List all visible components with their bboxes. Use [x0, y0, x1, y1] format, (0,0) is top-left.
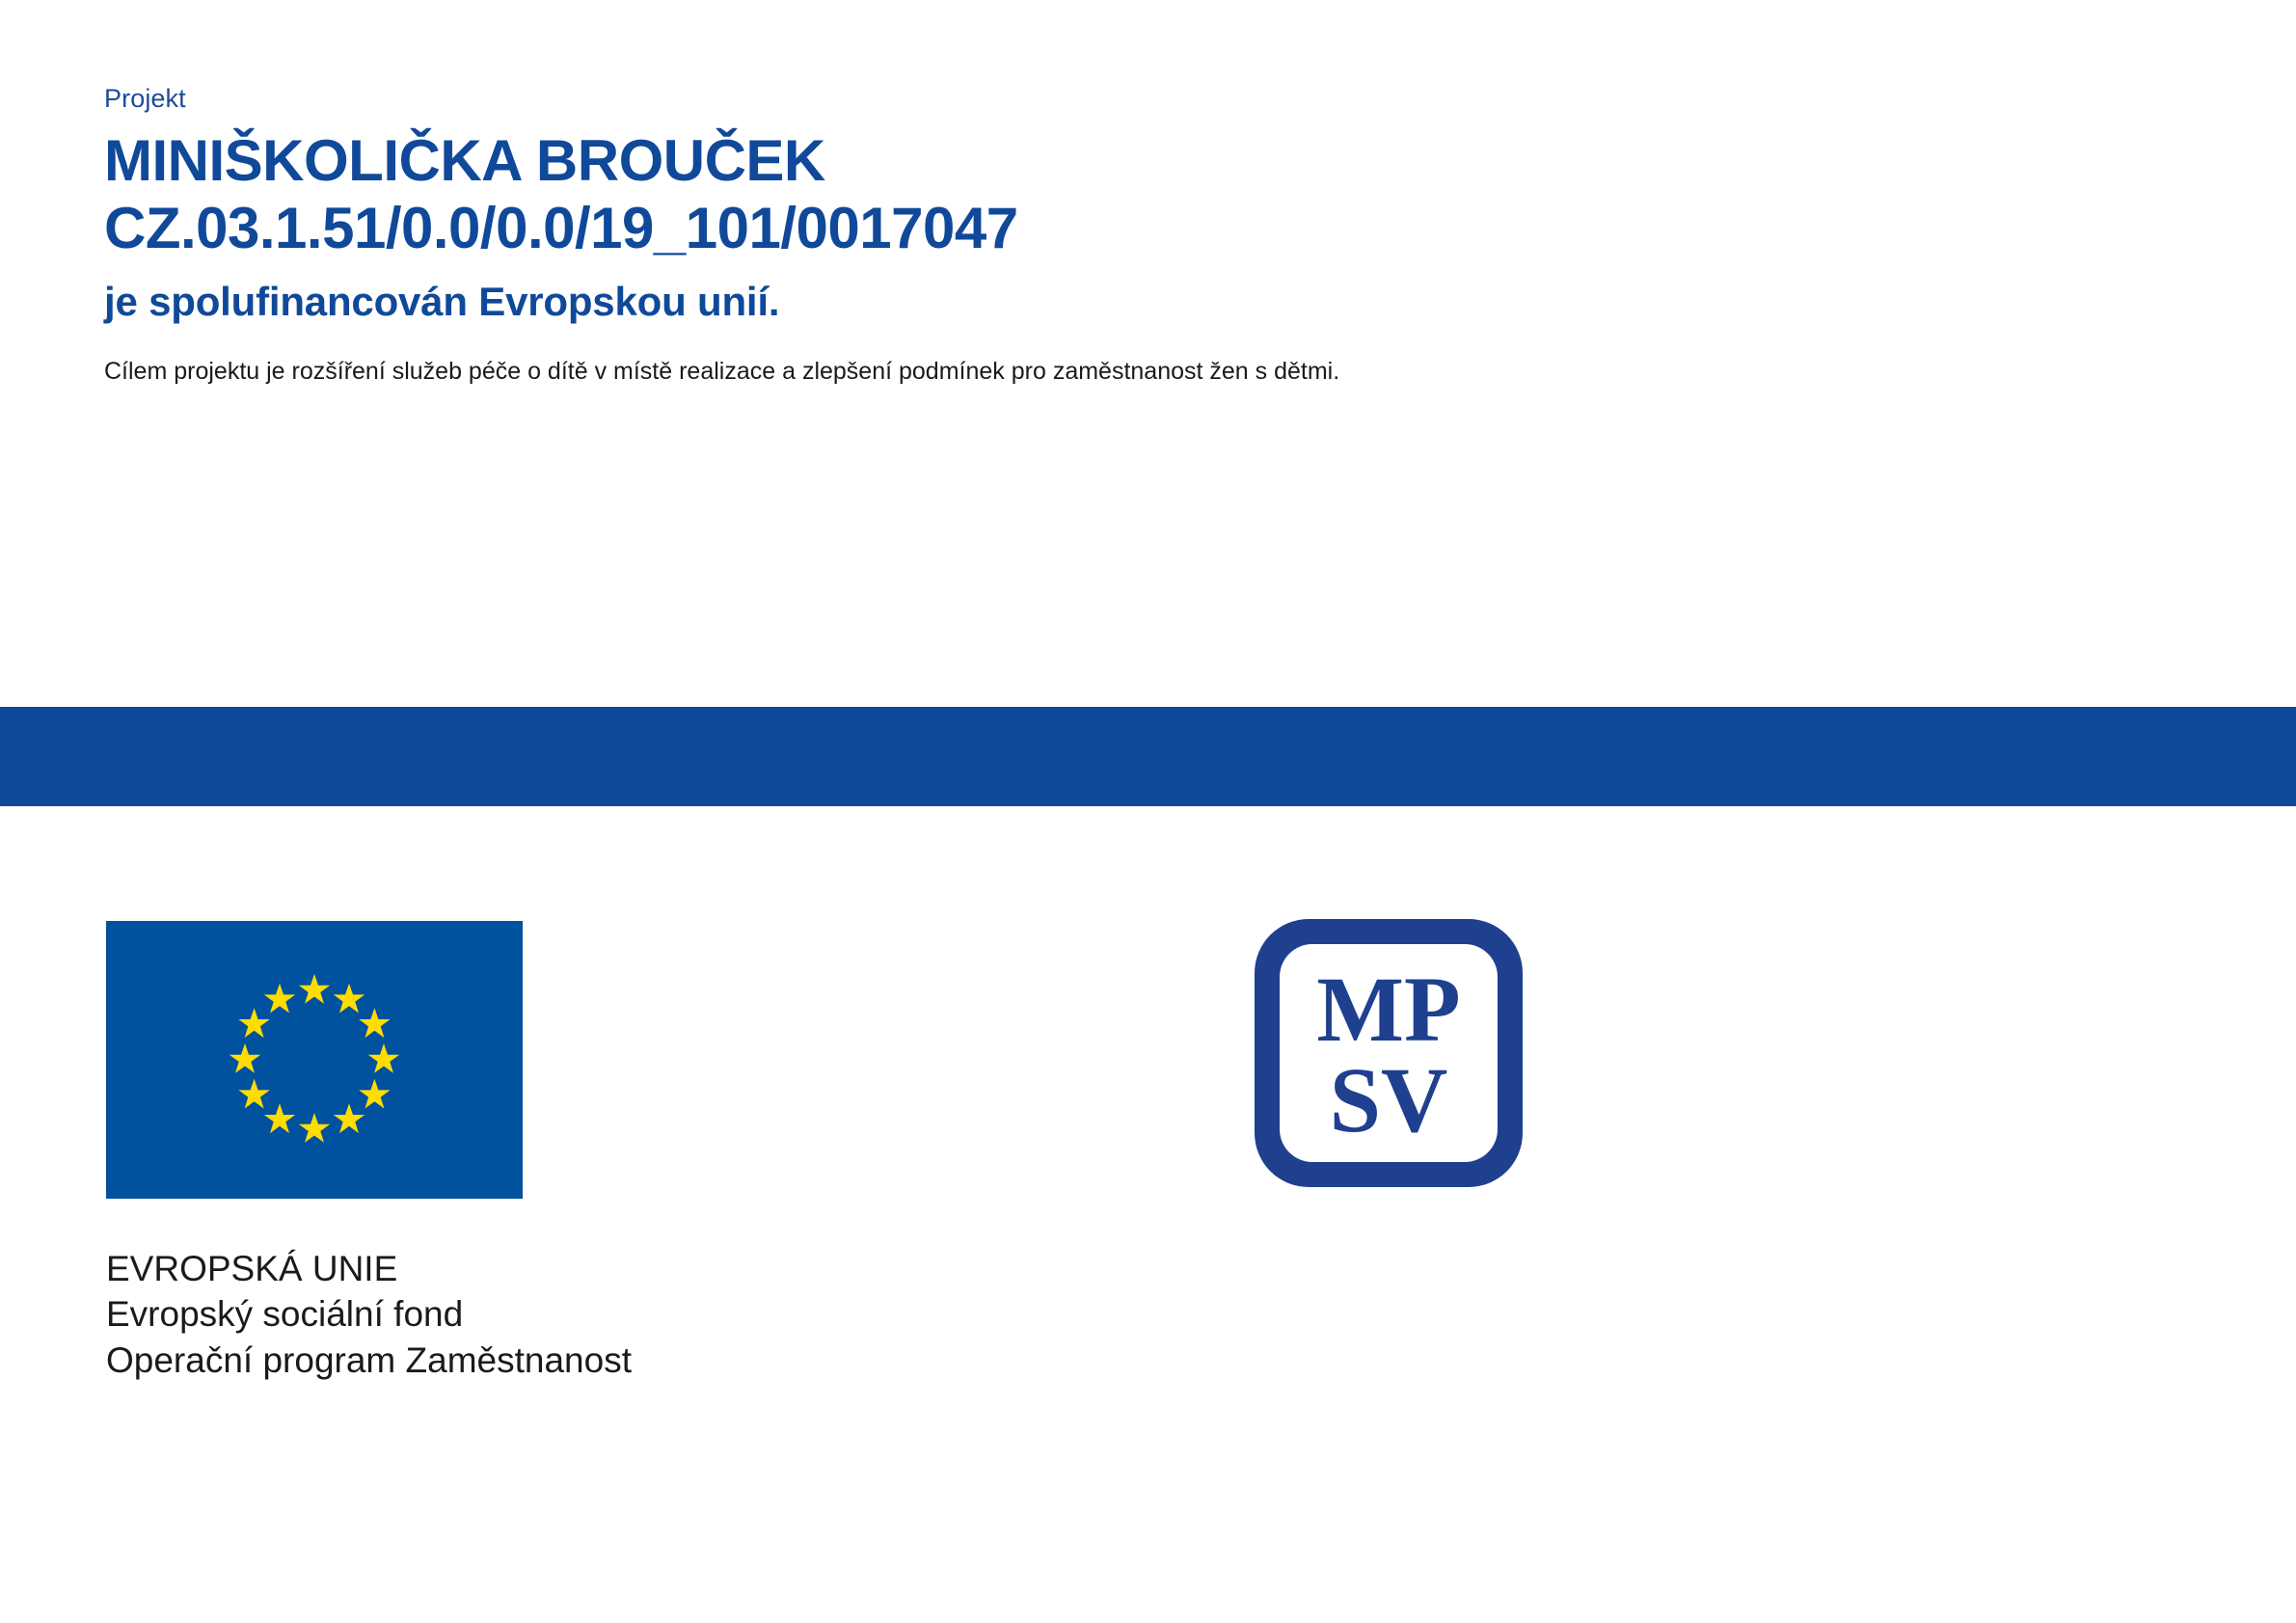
mpsv-logo-svg: [1249, 913, 1528, 1193]
eu-caption-line1: EVROPSKÁ UNIE: [106, 1249, 398, 1288]
eu-caption-line3: Operační program Zaměstnanost: [106, 1339, 632, 1380]
eu-caption: [106, 1246, 1263, 1383]
page-title: MINIŠKOLIČKA BROUČEK: [104, 127, 825, 193]
eu-stars-icon: [106, 921, 523, 1199]
project-description: Cílem projektu je rozšíření služeb péče o dítě v místě realizace a zlepšení podmínek pro zaměstnanost žen s dětmi.: [104, 357, 1340, 385]
project-number: CZ.03.1.51/0.0/0.0/19_101/0017047: [104, 196, 1018, 261]
logos-row: [0, 921, 2296, 1239]
mpsv-logo-icon: [1249, 913, 1528, 1193]
blue-divider-band: [0, 707, 2296, 806]
header-block: [104, 85, 2129, 389]
svg-text:MP: MP: [1316, 958, 1461, 1061]
eu-flag-icon: [106, 921, 523, 1199]
page-subtitle: je spolufinancován Evropskou unií.: [104, 279, 780, 325]
kicker-label: Projekt: [104, 84, 186, 113]
svg-text:SV: SV: [1329, 1048, 1448, 1151]
eu-caption-line2: Evropský sociální fond: [106, 1294, 464, 1335]
